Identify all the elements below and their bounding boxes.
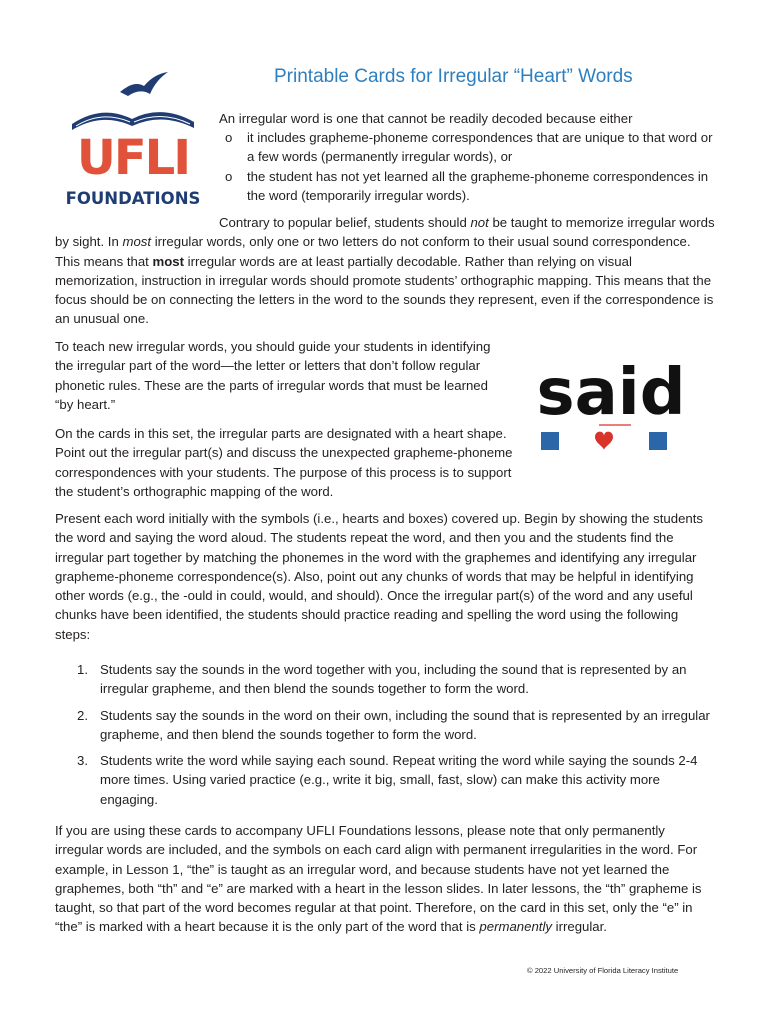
step-number: 1. [77,662,88,677]
ufli-lessons-paragraph: If you are using these cards to accompany UFLI Foundations lessons, please note that only permanently irregular words are included, and the symbols on each card align with permanent irregularities in the word. For example, in Lesson 1, “the” is taught as an irregular word, and because students have not yet learned the graphemes, both “th” and “e” are marked with a heart in the lesson slides. In later lessons, the “th” grapheme is taught, so that part of the word becomes regular at that point. Therefore, on the card in this set, only the “e” in “the” is marked with a heart because it is the only part of the word that is permanently irregular. [55,823,702,935]
bullet-marker: o [225,168,233,184]
present-paragraph: Present each word initially with the symbols (i.e., hearts and boxes) covered up. Begin by showing the students the word and saying the word aloud. The students repeat the word, and then you and the students find the irregular part together by matching the phonemes in the word with the graphemes and identifying any irregular grapheme-phoneme correspondence(s). Also, point out any chunks of words that may be helpful in identifying other words (e.g., the -ould in could, would, and should). Once the irregular part(s) of the word and any useful chunks have been identified, the students should practice reading and spelling the word using the following steps: [55,511,703,642]
said-word: said [536,356,686,430]
copyright-footer: © 2022 University of Florida Literacy Institute [527,966,679,975]
cards-paragraph: On the cards in this set, the irregular parts are designated with a heart shape. Point out the irregular part(s) and discuss the unexpected grapheme-phoneme correspondences with your students. The purpose of this process is to support the student’s orthographic mapping of the word. [55,426,513,499]
irregular-word-bullets [219,128,719,205]
step-item [55,706,715,745]
logo-foundations-text: FOUNDATIONS [65,189,201,208]
contrary-paragraph: Contrary to popular belief, students should not be taught to memorize irregular words by sight. In most irregular words, only one or two letters do not conform to their usual sound correspondence. This means that most irregular words are at least partially decodable. Rather than relying on visual memorization, instruction in irregular words should promote students’ orthographic mapping. This means that the focus should be on connecting the letters in the word to the sounds they represent, even if the correspondence is an unusual one. [55,215,715,327]
page-title: Printable Cards for Irregular “Heart” Words [274,66,633,87]
bullet-marker: o [225,130,233,145]
step-text: Students write the word while saying each sound. Repeat writing the word while saying the sounds 2-4 more times. Using varied practice (e.g., write it big, small, fast, slow) can make this activity more engaging. [100,753,698,807]
box-symbol [541,432,559,450]
bullet-text: it includes grapheme-phoneme correspondences that are unique to that word or a few words (permanently irregular words), or [247,130,713,165]
intro-text: An irregular word is one that cannot be readily decoded because either [219,111,633,126]
step-text: Students say the sounds in the word together with you, including the sound that is represented by an irregular grapheme, and then blend the sounds together to form the word. [100,662,687,697]
bullet-text: the student has not yet learned all the grapheme-phoneme correspondences in the word (temporarily irregular words). [247,168,709,203]
bullet-item [219,128,719,167]
step-item [55,751,715,809]
box-symbol [649,432,667,450]
practice-steps [55,660,715,816]
svg-text:UFLI [77,130,189,186]
bullet-item [219,167,719,206]
step-text: Students say the sounds in the word on their own, including the sound that is represented by an irregular grapheme, and then blend the sounds together to form the word. [100,707,710,742]
teach-paragraph: To teach new irregular words, you should guide your students in identifying the irregular part of the word—the letter or letters that don’t follow regular phonetic rules. These are the parts of irregular words that must be learned “by heart.” [55,339,491,412]
step-number: 3. [77,753,88,769]
logo-ufli-text: UFLI [76,130,190,186]
step-item [55,660,715,699]
step-number: 2. [77,707,88,723]
ufli-foundations-logo [62,64,204,214]
said-example-card [523,346,699,470]
